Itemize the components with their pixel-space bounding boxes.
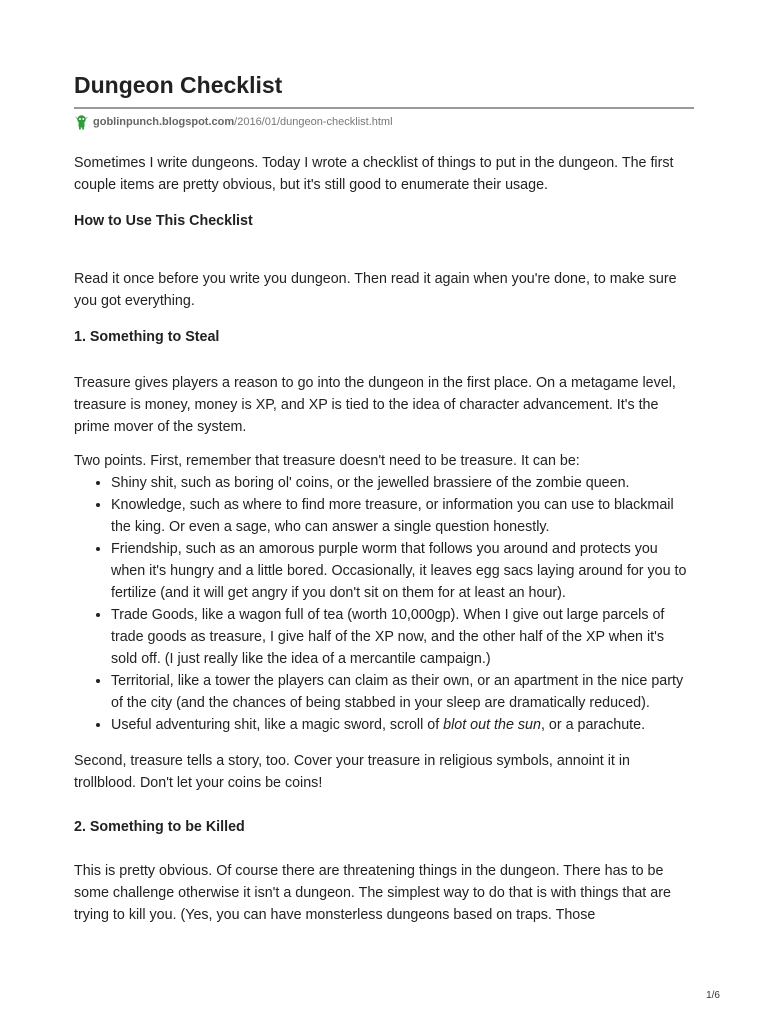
list-item: • Shiny shit, such as boring ol' coins, or the jewelled brassiere of the zombie queen. [111,472,694,494]
treasure-list [74,472,694,736]
page-title: Dungeon Checklist [74,72,283,98]
list-item: • Knowledge, such as where to find more treasure, or information you can use to blackmail the king. Or even a sage, who can answer a single question honestly. [111,494,694,538]
source-domain[interactable]: goblinpunch.blogspot.com [93,116,235,128]
source-path[interactable]: /2016/01/dungeon-checklist.html [234,116,393,128]
section1-paragraph-1: Treasure gives players a reason to go into the dungeon in the first place. On a metagame level, treasure is money, money is XP, and XP is tied to the idea of character advancement. It's the prime mover of the system. [74,375,676,435]
section2-paragraph-1: This is pretty obvious. Of course there are threatening things in the dungeon. There has to be some challenge otherwise it isn't a dungeon. The simplest way to do that is with things that are trying to kill you. (Yes, you can have monsterless dungeons based on traps. Those [74,863,671,923]
list-item: • Trade Goods, like a wagon full of tea (worth 10,000gp). When I give out large parcels of trade goods as treasure, I give half of the XP now, and the other half of the XP when it's sold off. (I just really like the idea of a mercantile campaign.) [111,604,694,670]
section1-paragraph-3: Second, treasure tells a story, too. Cover your treasure in religious symbols, annoint it in trollblood. Don't let your coins be coins! [74,753,630,791]
source-link[interactable] [74,113,393,131]
list-item: • Friendship, such as an amorous purple worm that follows you around and protects you when it's hungry and a little bored. Occasionally, it leaves egg sacs laying around for you to fertilize (and it will get angry if you don't sit on them for at least an hour). [111,538,694,604]
list-item [111,714,694,736]
how-to-heading: How to Use This Checklist [74,213,253,229]
intro-paragraph: Sometimes I write dungeons. Today I wrote a checklist of things to put in the dungeon. The first couple items are pretty obvious, but it's still good to enumerate their usage. [74,155,674,193]
article-body [74,152,694,926]
list-item: • Territorial, like a tower the players can claim as their own, or an apartment in the nice party of the city (and the chances of being stabbed in your sleep are dramatically reduced). [111,670,694,714]
title-divider [74,107,694,109]
how-to-paragraph: Read it once before you write you dungeon. Then read it again when you're done, to make sure you got everything. [74,271,677,309]
goblin-icon [74,114,89,130]
section1-paragraph-2: Two points. First, remember that treasure doesn't need to be treasure. It can be: [74,453,580,469]
page-number: 1/6 [706,990,720,1001]
section1-heading: 1. Something to Steal [74,329,220,345]
list-item-text: , or a parachute. [540,717,646,733]
section2-heading: 2. Something to be Killed [74,819,245,835]
spell-name: blot out the sun [443,717,541,733]
list-item-text: Useful adventuring shit, like a magic sword, scroll of [111,717,444,733]
